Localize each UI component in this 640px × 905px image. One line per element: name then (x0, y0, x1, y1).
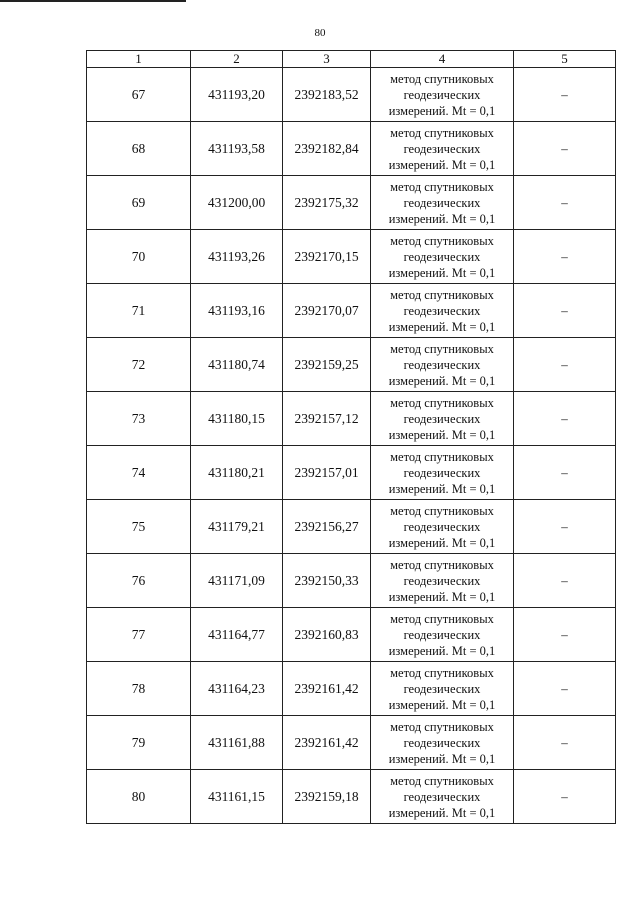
method-line: метод спутниковых (390, 125, 494, 140)
method-line: метод спутниковых (390, 557, 494, 572)
y-coordinate-cell: 2392157,01 (283, 446, 371, 500)
method-line: метод спутниковых (390, 449, 494, 464)
method-line: геодезических (403, 87, 481, 102)
header-col-2: 2 (191, 51, 283, 68)
y-coordinate-cell: 2392150,33 (283, 554, 371, 608)
x-coordinate-cell: 431193,20 (191, 68, 283, 122)
method-line: метод спутниковых (390, 665, 494, 680)
method-line: измерений. Mt = 0,1 (388, 157, 496, 172)
point-number-cell: 70 (87, 230, 191, 284)
table-row (87, 392, 616, 446)
point-number-cell: 80 (87, 770, 191, 824)
method-line: геодезических (403, 735, 481, 750)
x-coordinate-cell: 431164,23 (191, 662, 283, 716)
method-line: геодезических (403, 573, 481, 588)
point-number-cell: 79 (87, 716, 191, 770)
y-coordinate-cell: 2392159,25 (283, 338, 371, 392)
table-header-row (87, 51, 616, 68)
method-cell (371, 338, 514, 392)
top-rule (0, 0, 186, 2)
y-coordinate-cell: 2392182,84 (283, 122, 371, 176)
method-line: метод спутниковых (390, 719, 494, 734)
note-cell: – (514, 770, 616, 824)
method-line: измерений. Mt = 0,1 (388, 427, 496, 442)
note-cell: – (514, 230, 616, 284)
point-number-cell: 75 (87, 500, 191, 554)
x-coordinate-cell: 431193,26 (191, 230, 283, 284)
method-cell (371, 608, 514, 662)
note-cell: – (514, 608, 616, 662)
method-cell (371, 230, 514, 284)
method-line: измерений. Mt = 0,1 (388, 589, 496, 604)
method-cell (371, 716, 514, 770)
method-line: геодезических (403, 681, 481, 696)
table-row (87, 230, 616, 284)
table-row (87, 338, 616, 392)
method-line: геодезических (403, 141, 481, 156)
note-cell: – (514, 176, 616, 230)
point-number-cell: 76 (87, 554, 191, 608)
method-line: геодезических (403, 411, 481, 426)
point-number-cell: 67 (87, 68, 191, 122)
x-coordinate-cell: 431180,74 (191, 338, 283, 392)
header-col-4: 4 (371, 51, 514, 68)
y-coordinate-cell: 2392175,32 (283, 176, 371, 230)
table-row (87, 608, 616, 662)
table-row (87, 770, 616, 824)
method-line: измерений. Mt = 0,1 (388, 481, 496, 496)
page-number: 80 (314, 27, 326, 39)
note-cell: – (514, 500, 616, 554)
method-cell (371, 500, 514, 554)
point-number-cell: 68 (87, 122, 191, 176)
method-line: метод спутниковых (390, 395, 494, 410)
method-cell (371, 554, 514, 608)
method-line: измерений. Mt = 0,1 (388, 103, 496, 118)
method-line: измерений. Mt = 0,1 (388, 805, 496, 820)
method-line: геодезических (403, 627, 481, 642)
method-line: метод спутниковых (390, 287, 494, 302)
method-line: геодезических (403, 465, 481, 480)
method-cell (371, 770, 514, 824)
method-line: измерений. Mt = 0,1 (388, 319, 496, 334)
table-row (87, 446, 616, 500)
method-line: геодезических (403, 303, 481, 318)
table-row (87, 500, 616, 554)
point-number-cell: 71 (87, 284, 191, 338)
point-number-cell: 72 (87, 338, 191, 392)
y-coordinate-cell: 2392161,42 (283, 662, 371, 716)
method-line: метод спутниковых (390, 341, 494, 356)
x-coordinate-cell: 431180,15 (191, 392, 283, 446)
method-line: метод спутниковых (390, 71, 494, 86)
x-coordinate-cell: 431161,15 (191, 770, 283, 824)
table-row (87, 122, 616, 176)
method-cell (371, 68, 514, 122)
method-cell (371, 392, 514, 446)
x-coordinate-cell: 431164,77 (191, 608, 283, 662)
point-number-cell: 74 (87, 446, 191, 500)
point-number-cell: 77 (87, 608, 191, 662)
y-coordinate-cell: 2392156,27 (283, 500, 371, 554)
table-row (87, 554, 616, 608)
method-line: измерений. Mt = 0,1 (388, 535, 496, 550)
note-cell: – (514, 392, 616, 446)
method-cell (371, 662, 514, 716)
point-number-cell: 69 (87, 176, 191, 230)
x-coordinate-cell: 431179,21 (191, 500, 283, 554)
note-cell: – (514, 68, 616, 122)
method-line: геодезических (403, 519, 481, 534)
table-body (87, 68, 616, 824)
method-line: измерений. Mt = 0,1 (388, 265, 496, 280)
x-coordinate-cell: 431180,21 (191, 446, 283, 500)
x-coordinate-cell: 431193,16 (191, 284, 283, 338)
y-coordinate-cell: 2392170,07 (283, 284, 371, 338)
header-col-1: 1 (87, 51, 191, 68)
x-coordinate-cell: 431161,88 (191, 716, 283, 770)
method-line: измерений. Mt = 0,1 (388, 211, 496, 226)
table-row (87, 284, 616, 338)
y-coordinate-cell: 2392161,42 (283, 716, 371, 770)
table-row (87, 716, 616, 770)
method-cell (371, 122, 514, 176)
note-cell: – (514, 446, 616, 500)
method-line: метод спутниковых (390, 179, 494, 194)
x-coordinate-cell: 431171,09 (191, 554, 283, 608)
method-cell (371, 284, 514, 338)
note-cell: – (514, 662, 616, 716)
method-line: измерений. Mt = 0,1 (388, 751, 496, 766)
x-coordinate-cell: 431200,00 (191, 176, 283, 230)
y-coordinate-cell: 2392160,83 (283, 608, 371, 662)
y-coordinate-cell: 2392157,12 (283, 392, 371, 446)
y-coordinate-cell: 2392170,15 (283, 230, 371, 284)
table-row (87, 68, 616, 122)
header-col-5: 5 (514, 51, 616, 68)
table-row (87, 176, 616, 230)
coordinates-table (86, 50, 616, 824)
method-line: геодезических (403, 195, 481, 210)
method-line: измерений. Mt = 0,1 (388, 697, 496, 712)
note-cell: – (514, 338, 616, 392)
x-coordinate-cell: 431193,58 (191, 122, 283, 176)
header-col-3: 3 (283, 51, 371, 68)
method-cell (371, 446, 514, 500)
method-line: измерений. Mt = 0,1 (388, 373, 496, 388)
method-line: измерений. Mt = 0,1 (388, 643, 496, 658)
note-cell: – (514, 716, 616, 770)
method-line: геодезических (403, 789, 481, 804)
note-cell: – (514, 284, 616, 338)
method-line: метод спутниковых (390, 233, 494, 248)
point-number-cell: 73 (87, 392, 191, 446)
note-cell: – (514, 122, 616, 176)
y-coordinate-cell: 2392183,52 (283, 68, 371, 122)
method-cell (371, 176, 514, 230)
y-coordinate-cell: 2392159,18 (283, 770, 371, 824)
method-line: метод спутниковых (390, 773, 494, 788)
method-line: геодезических (403, 249, 481, 264)
method-line: метод спутниковых (390, 503, 494, 518)
method-line: геодезических (403, 357, 481, 372)
method-line: метод спутниковых (390, 611, 494, 626)
point-number-cell: 78 (87, 662, 191, 716)
note-cell: – (514, 554, 616, 608)
table-row (87, 662, 616, 716)
